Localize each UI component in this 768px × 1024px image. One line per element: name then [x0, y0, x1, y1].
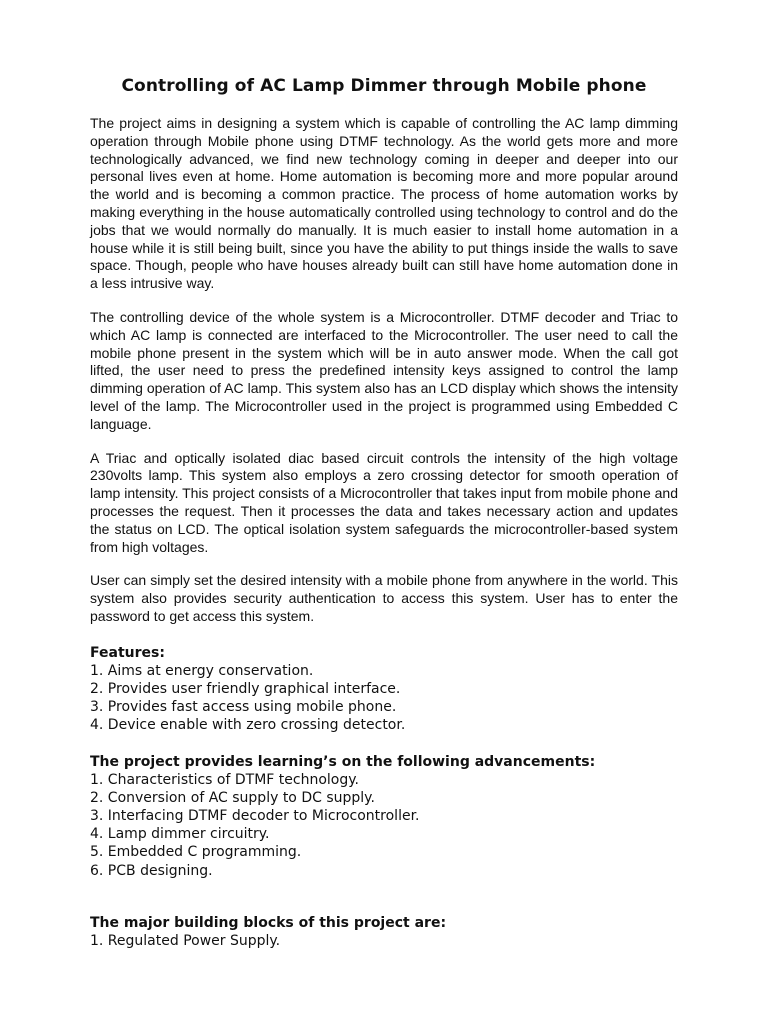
list-item: 1. Aims at energy conservation.: [90, 662, 314, 679]
list-item: 5. Embedded C programming.: [90, 844, 302, 861]
intro-paragraph: The project aims in designing a system which is capable of controlling the AC lamp dimming operation through Mobile phone using DTMF technology. As the world gets more and more technologically advanced, we find new technology coming in deeper and deeper into our personal lives even at home. Home automation is becoming more and more popular around the world and is becoming a common practice. The process of home automation works by making everything in the house automatically controlled using technology to control and do the jobs that we would normally do manually. It is much easier to install home automation in a house while it is still being built, since you have the ability to put things inside the walls to save space. Though, people who have houses already built can still have home automation done in a less intrusive way.: [90, 115, 678, 292]
list-item: 1. Regulated Power Supply.: [90, 932, 281, 949]
list-item: 2. Conversion of AC supply to DC supply.: [90, 789, 375, 806]
list-item: 1. Characteristics of DTMF technology.: [90, 771, 359, 788]
building-blocks-list: [90, 932, 678, 950]
list-item: 6. PCB designing.: [90, 862, 213, 879]
list-item: 4. Device enable with zero crossing detector.: [90, 717, 406, 734]
triac-paragraph: A Triac and optically isolated diac based circuit controls the intensity of the high voltage 230volts lamp. This system also employs a zero crossing detector for smooth operation of lamp intensity. This project consists of a Microcontroller that takes input from mobile phone and processes the request. Then it processes the data and takes necessary action and updates the status on LCD. The optical isolation system safeguards the microcontroller-based system from high voltages.: [90, 449, 678, 555]
list-item: 4. Lamp dimmer circuitry.: [90, 826, 270, 843]
building-blocks-section: [90, 914, 678, 950]
user-paragraph: User can simply set the desired intensity with a mobile phone from anywhere in the world. This system also provides security authentication to access this system. User has to enter the password to get access this system.: [90, 572, 678, 624]
features-list: [90, 662, 678, 735]
list-item: 3. Provides fast access using mobile phone.: [90, 699, 397, 716]
controller-paragraph: The controlling device of the whole system is a Microcontroller. DTMF decoder and Triac to which AC lamp is connected are interfaced to the Microcontroller. The user need to call the mobile phone present in the system which will be in auto answer mode. When the call got lifted, the user need to press the predefined intensity keys assigned to control the lamp dimming operation of AC lamp. This system also has an LCD display which shows the intensity level of the lamp. The Microcontroller used in the project is programmed using Embedded C language.: [90, 308, 678, 432]
building-blocks-heading: The major building blocks of this project are:: [90, 914, 447, 931]
list-item: 2. Provides user friendly graphical interface.: [90, 680, 401, 697]
document-title: Controlling of AC Lamp Dimmer through Mobile phone: [121, 76, 647, 96]
list-item: 3. Interfacing DTMF decoder to Microcontroller.: [90, 807, 420, 824]
learnings-section: [90, 753, 678, 880]
learnings-heading: The project provides learning’s on the following advancements:: [90, 753, 596, 770]
features-section: [90, 644, 678, 735]
learnings-list: [90, 771, 678, 880]
features-heading: Features:: [90, 644, 165, 661]
